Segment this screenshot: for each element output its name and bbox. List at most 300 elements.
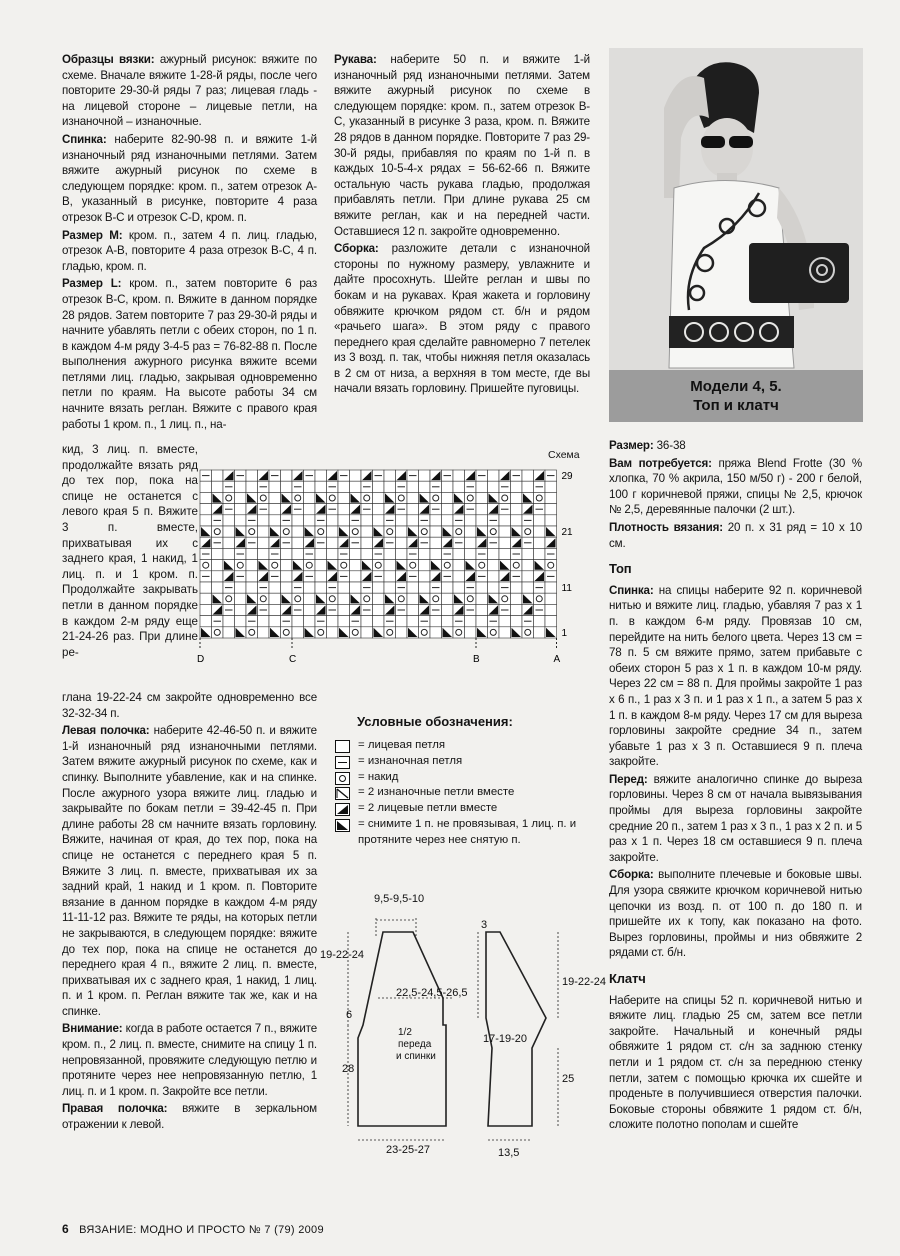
legend-item [334, 785, 584, 801]
chart-cell [396, 492, 408, 503]
chart-cell [488, 627, 500, 638]
chart-cell [499, 492, 511, 503]
chart-cell [304, 593, 316, 604]
chart-cell [522, 526, 534, 537]
schematic-mid-width: 22,5-24,5-26,5 [396, 987, 468, 999]
chart-cell [223, 537, 235, 548]
chart-cell [223, 526, 235, 537]
chart-cell [522, 470, 534, 481]
chart-cell [281, 526, 293, 537]
chart-cell [200, 515, 212, 526]
chart-cell [235, 616, 247, 627]
chart-cell [281, 548, 293, 559]
chart-cell [212, 560, 224, 571]
chart-cell [407, 560, 419, 571]
chart-cell [315, 571, 327, 582]
legend-title: Условные обозначения: [357, 714, 513, 729]
chart-cell [488, 571, 500, 582]
chart-cell [511, 582, 523, 593]
chart-cell [407, 515, 419, 526]
chart-cell [534, 515, 546, 526]
chart-cell [269, 504, 281, 515]
chart-label: Схема [548, 449, 580, 461]
chart-cell [465, 526, 477, 537]
chart-cell [350, 560, 362, 571]
chart-cell [453, 560, 465, 571]
chart-cell [545, 593, 557, 604]
chart-cell [350, 526, 362, 537]
chart-cell [292, 593, 304, 604]
chart-cell [476, 582, 488, 593]
chart-cell [258, 526, 270, 537]
chart-cell [292, 616, 304, 627]
chart-cell [488, 470, 500, 481]
knit-symbol-icon [335, 740, 350, 753]
pattern-schematic [318, 890, 618, 1160]
chart-cell [235, 582, 247, 593]
col3-top-paragraph: Спинка: на спицы наберите 92 п. коричневой нитью и вяжите лиц. гладью, убавляя 7 раз х 1 п. в каждом 6-м ряду. Провязав 10 см, перейдите на нить белого цвета. Через 13 см = 78 п. 5 см вяжите прямо, затем прибавьте с обеих сторон 5 раз х 1 п. в каждом 10-м ряду. Через 22 см = 88 п. Для проймы закройте 1 раз х 6 п., 1 раз х 3 п. и 1 раз х 1 п., а затем 5 раз х 1 п. в каждом 8-м ряду. Через 17 см для выреза горловины закройте средние 34 п., затем убавьте 1 раз х 3 п. Оставшиеся 9 п. плеча закройте. [609, 583, 862, 769]
chart-cell [384, 481, 396, 492]
column-left-wrap-text: кид, 3 лиц. п. вместе, продолжайте вязать ряд до тех пор, пока на спице не останется с левого края 5 п. Вяжите 3 п. вместе, прихватывая их с заднего края, 1 накид, 1 лиц. п. и 1 кром. п. Продолжайте закрывать петли в данном порядке в каждом 2-м ряду еще 21-24-26 раз. При длине ре- [62, 443, 198, 659]
chart-cell [522, 571, 534, 582]
chart-cell [534, 593, 546, 604]
clutch-paragraph: Наберите на спицы 52 п. коричневой нитью и вяжите лиц. гладью 25 см, затем все петли закройте. Начальный и конечный ряды обвяжите 1 рядом ст. с/н за заднюю стенку петли и 1 рядом ст. с/н за переднюю стенку петли, затем с помощью крючка их сшейте и проденьте в получившиеся отверстия палочки. Боковые стороны обвяжите 1 рядом ст. б/н, сложите полотно пополам и сшейте [609, 993, 862, 1132]
knitting-chart [196, 466, 586, 681]
schematic-sleeve-bottom: 13,5 [498, 1147, 520, 1159]
chart-cell [304, 560, 316, 571]
chart-cell [304, 616, 316, 627]
chart-cell [258, 616, 270, 627]
chart-cell [212, 470, 224, 481]
chart-cell [430, 515, 442, 526]
chart-cell [407, 504, 419, 515]
chart-cell [430, 492, 442, 503]
schematic-top-width: 9,5-9,5-10 [374, 893, 425, 905]
chart-cell [430, 526, 442, 537]
chart-cell [200, 593, 212, 604]
chart-row-label: 11 [561, 583, 572, 594]
schematic-sleeve-top: 3 [481, 919, 488, 931]
chart-cell [304, 492, 316, 503]
legend-text: = накид [358, 770, 399, 783]
chart-cell [292, 492, 304, 503]
chart-cell [465, 593, 477, 604]
chart-cell [281, 627, 293, 638]
chart-cell [223, 548, 235, 559]
col1-paragraph: Размер L: кром. п., затем повторите 6 раз отрезок B-C, кром. п. Вяжите в данном порядке 28 рядов. Затем повторите 7 раз 29-30-й ряды и начните убавлять петли с обеих сторон, по 1 п. в каждом 4-м ряду 3-4-5 раз = 76-82-88 п. После выполнения ажурного рисунка вяжите всеми петлями лиц. гладью, закрывая одновременно петли по краям. На высоте работы 34 см начните вязать реглан. Вяжите с правого края работы 1 кром. п., 1 лиц. п., на- [62, 277, 317, 431]
legend-item [334, 754, 584, 770]
chart-cell [442, 492, 454, 503]
chart-cell [304, 582, 316, 593]
chart-row-label: 1 [561, 627, 568, 639]
paragraph-heading: Образцы вязки: [62, 53, 155, 66]
chart-cell [419, 560, 431, 571]
chart-cell [442, 604, 454, 615]
chart-cell [212, 571, 224, 582]
legend-item [334, 801, 584, 817]
paragraph-heading: Размер: [609, 439, 654, 452]
chart-cell [407, 492, 419, 503]
chart-cell [430, 616, 442, 627]
schematic-six: 6 [346, 1009, 353, 1021]
paragraph-heading: Размер L: [62, 277, 122, 291]
chart-cell [499, 593, 511, 604]
col2-paragraph: Сборка: разложите детали с изнаночной стороны по нужному размеру, увлажните и дайте просохнуть. Шейте реглан и швы по бокам и на рукавах. Края жакета и горловину обвяжите крючком рядом ст. б/н и рядом «рачьего шага». В этом ряду с правого переднего края сделайте равномерно 7 петелек из 3 возд. п. так, чтобы нижняя петля оказалась в 2 см от низа, а верхняя в том месте, где вы начали вязать горловину. Пришейте пуговицы. [334, 242, 590, 396]
chart-cell [315, 627, 327, 638]
chart-cell [246, 470, 258, 481]
chart-cell [545, 492, 557, 503]
paragraph-heading: Плотность вязания: [609, 520, 723, 534]
chart-cell [258, 548, 270, 559]
chart-cell [442, 616, 454, 627]
chart-cell [246, 548, 258, 559]
chart-cell [545, 481, 557, 492]
chart-cell [246, 582, 258, 593]
chart-cell [407, 481, 419, 492]
chart-cell [476, 492, 488, 503]
chart-cell [442, 504, 454, 515]
chart-cell [384, 526, 396, 537]
chart-cell [442, 582, 454, 593]
page-number: 6 [62, 1222, 69, 1236]
page-footer [62, 1222, 324, 1236]
chart-cell [476, 560, 488, 571]
paragraph-heading: Спинка: [609, 583, 654, 597]
chart-cell [384, 627, 396, 638]
chart-cell [269, 481, 281, 492]
chart-cell [465, 492, 477, 503]
chart-cell [338, 492, 350, 503]
chart-cell [476, 504, 488, 515]
chart-cell [269, 593, 281, 604]
col3-paragraph: Плотность вязания: 20 п. х 31 ряд = 10 х 10 см. [609, 520, 862, 550]
chart-cell [223, 616, 235, 627]
column-left-continued [62, 690, 317, 1135]
col1tail-paragraph: Правая полочка: вяжите в зеркальном отражении к левой. [62, 1102, 317, 1132]
chart-cell [281, 571, 293, 582]
chart-cell [350, 571, 362, 582]
chart-cell [396, 593, 408, 604]
chart-cell [338, 560, 350, 571]
chart-cell [338, 515, 350, 526]
chart-cell [361, 537, 373, 548]
chart-cell [315, 560, 327, 571]
caption-line-1: Модели 4, 5. [690, 378, 782, 395]
chart-cell [350, 470, 362, 481]
chart-cell [419, 526, 431, 537]
chart-cell [384, 582, 396, 593]
chart-cell [396, 548, 408, 559]
chart-cell [235, 481, 247, 492]
footer-text: ВЯЗАНИЕ: МОДНО И ПРОСТО № 7 (79) 2009 [79, 1224, 324, 1236]
chart-cell [522, 548, 534, 559]
chart-cell [315, 526, 327, 537]
chart-cell [522, 481, 534, 492]
chart-cell [545, 560, 557, 571]
chart-cell [534, 627, 546, 638]
skp-symbol-icon [335, 819, 350, 832]
chart-cell [269, 560, 281, 571]
chart-cell [488, 481, 500, 492]
chart-cell [476, 616, 488, 627]
chart-segment-label: C [289, 654, 297, 665]
chart-cell [200, 492, 212, 503]
chart-cell [223, 627, 235, 638]
col1tail-paragraph: Левая полочка: наберите 42-46-50 п. и вяжите 1-й изнаночный ряд изнаночными петлями. Затем вяжите ажурный рисунок по схеме, как и спинку. Выполните убавление, как и на спинке. После ажурного узора вяжите лиц. гладью и закрывайте по бокам петли = 39-42-45 п. При длине работы 28 см начните вязать горловину. Вяжите, начиная от края, до тех пор, пока на спице не останется с переднего края 5 п. Вяжите 3 лиц. п. вместе, прихватывая их за задний край, 1 накид и 1 кром. п. Повторите вязание в данном порядке в каждом 4-м ряду 11-11-12 раз. Вяжите те ряды, на которых петли не закрываются, в следующем порядке: вяжите до тех пор, пока на спице не останется до переднего края 4 п., вяжите 2 лиц. п. вместе, прихватывая их с заднего края, 1 накид, 1 лиц. п. и 1 кром. п. Реглан вяжите так же, как и на спинке. [62, 724, 317, 1018]
chart-cell [545, 515, 557, 526]
chart-cell [511, 616, 523, 627]
chart-cell [327, 593, 339, 604]
chart-cell [212, 526, 224, 537]
chart-cell [442, 481, 454, 492]
chart-cell [338, 582, 350, 593]
column-left [62, 52, 317, 434]
chart-cell [281, 582, 293, 593]
chart-cell [373, 560, 385, 571]
chart-cell [534, 492, 546, 503]
chart-cell [384, 571, 396, 582]
chart-cell [545, 504, 557, 515]
chart-cell [534, 537, 546, 548]
schematic-label-3: и спинки [396, 1051, 436, 1062]
chart-cell [350, 481, 362, 492]
chart-cell [442, 593, 454, 604]
paragraph-heading: Рукава: [334, 53, 377, 66]
chart-cell [361, 492, 373, 503]
schematic-sleeve-len: 25 [562, 1073, 575, 1085]
chart-cell [419, 548, 431, 559]
chart-cell [465, 515, 477, 526]
chart-row-label: 29 [561, 471, 573, 482]
chart-cell [453, 470, 465, 481]
chart-cell [488, 548, 500, 559]
chart-cell [281, 470, 293, 481]
paragraph-heading: Правая полочка: [62, 1102, 168, 1116]
paragraph-heading: Левая полочка: [62, 724, 150, 738]
chart-cell [373, 604, 385, 615]
chart-cell [258, 492, 270, 503]
chart-cell [476, 515, 488, 526]
chart-cell [396, 515, 408, 526]
chart-cell [327, 627, 339, 638]
chart-cell [258, 593, 270, 604]
chart-cell [511, 492, 523, 503]
chart-cell [327, 492, 339, 503]
chart-cell [419, 470, 431, 481]
chart-cell [235, 515, 247, 526]
chart-cell [384, 560, 396, 571]
chart-cell [373, 515, 385, 526]
section-heading-top: Топ [609, 561, 632, 577]
col1-paragraph: Спинка: наберите 82-90-98 п. и вяжите 1-й изнаночный ряд изнаночными петлями. Затем вяжите ажурный рисунок по схеме в следующем порядке: кром. п., затем отрезок A-B, указанный в рисунке, повторите 4 раза отрезок B-C и отрезок C-D, кром. п. [62, 132, 317, 224]
chart-cell [430, 593, 442, 604]
chart-cell [235, 560, 247, 571]
col3-top-paragraph: Сборка: выполните плечевые и боковые швы. Для узора свяжите крючком коричневой нитью цепочки из возд. п. от 100 п. до 180 п. и пришейте их к топу, как показано на фото. Вырез горловины, проймы и низ обвяжите 2 рядами ст. б/н. [609, 868, 862, 960]
chart-cell [269, 616, 281, 627]
legend-item [334, 770, 584, 786]
chart-cell [200, 582, 212, 593]
model-photo [609, 48, 863, 422]
chart-segment-label: A [553, 654, 561, 665]
col1-paragraph: Размер M: кром. п., затем 4 п. лиц. гладью, отрезок A-B, повторите 4 раза отрезок B-C, 4 п. гладью, кром. п. [62, 228, 317, 273]
chart-cell [545, 616, 557, 627]
chart-cell [327, 526, 339, 537]
schematic-sleeve-height: 19-22-24 [562, 976, 607, 988]
chart-cell [304, 604, 316, 615]
chart-cell [407, 616, 419, 627]
col2-paragraph: Рукава: наберите 50 п. и вяжите 1-й изнаночный ряд изнаночными петлями. Затем вяжите ажурный рисунок по схеме в следующем порядке: кром. п., затем отрезок B-C, указанный в рисунке 3 раза, кром. п. Вяжите 28 рядов в данном порядке. Повторите 7 раз 29-30-й ряды, прибавляя по краям по 1-й п. в каждых 10-5-4-х рядах = 56-62-66 п. Вяжите остальную часть рукава гладью, продолжая прибавлять петли. При длине рукава 25 см вяжите реглан, как и на передней части. Оставшиеся 12 п. закройте одновременно. [334, 53, 590, 238]
chart-cell [235, 593, 247, 604]
chart-cell [235, 492, 247, 503]
chart-cell [453, 526, 465, 537]
chart-cell [511, 604, 523, 615]
col3-top-paragraph: Перед: вяжите аналогично спинке до выреза горловины. Через 8 см от начала вывязывания проймы для выреза горловины закройте средние 20 п., затем 1 раз х 3 п., 1 раз х 2 п. и 5 раз х 1 п. Через 18 см оставшиеся 9 п. плеча закройте. [609, 772, 862, 864]
chart-cell [200, 604, 212, 615]
paragraph-heading: Сборка: [609, 868, 654, 882]
chart-cell [407, 593, 419, 604]
chart-cell [373, 593, 385, 604]
schematic-bottom-height: 28 [342, 1063, 355, 1075]
chart-cell [246, 481, 258, 492]
k2tog-symbol-icon [335, 803, 350, 816]
paragraph-heading: Перед: [609, 772, 648, 786]
chart-cell [292, 526, 304, 537]
chart-cell [522, 582, 534, 593]
chart-cell [258, 537, 270, 548]
chart-cell [488, 582, 500, 593]
chart-segment-label: B [473, 654, 480, 665]
chart-cell [350, 627, 362, 638]
chart-cell [396, 616, 408, 627]
photo-caption [609, 370, 863, 422]
chart-cell [361, 616, 373, 627]
chart-cell [315, 548, 327, 559]
chart-cell [223, 593, 235, 604]
chart-cell [534, 616, 546, 627]
chart-cell [488, 560, 500, 571]
chart-cell [292, 515, 304, 526]
chart-cell [499, 526, 511, 537]
paragraph-heading: Внимание: [62, 1022, 123, 1036]
paragraph-heading: Спинка: [62, 132, 107, 146]
legend-text: = 2 лицевые петли вместе [358, 802, 498, 815]
chart-cell [246, 571, 258, 582]
chart-cell [373, 582, 385, 593]
chart-cell [522, 627, 534, 638]
chart-cell [292, 548, 304, 559]
chart-cell [338, 593, 350, 604]
chart-cell [442, 515, 454, 526]
chart-cell [281, 481, 293, 492]
chart-cell [499, 515, 511, 526]
yo-symbol-icon [335, 772, 350, 785]
section-heading-clutch: Клатч [609, 971, 646, 986]
chart-cell [258, 515, 270, 526]
column-right [609, 438, 862, 1135]
chart-cell [350, 582, 362, 593]
chart-cell [407, 582, 419, 593]
chart-cell [200, 504, 212, 515]
chart-cell [511, 593, 523, 604]
chart-cell [373, 492, 385, 503]
chart-cell [373, 504, 385, 515]
chart-cell [465, 537, 477, 548]
chart-cell [522, 560, 534, 571]
schematic-label-2: переда [398, 1039, 432, 1050]
chart-cell [315, 481, 327, 492]
chart-cell [511, 481, 523, 492]
chart-cell [465, 616, 477, 627]
chart-cell [246, 560, 258, 571]
chart-cell [246, 526, 258, 537]
chart-cell [373, 616, 385, 627]
chart-cell [499, 616, 511, 627]
chart-cell [304, 481, 316, 492]
chart-cell [361, 548, 373, 559]
chart-cell [453, 548, 465, 559]
col1-paragraph: Образцы вязки: ажурный рисунок: вяжите по схеме. Вначале вяжите 1-28-й ряды, после чего повторите 29-30-й ряды 7 раз; лицевая гладь - на лицевой стороне – лицевые петли, на изнаночной – изнаночные. [62, 53, 317, 129]
paragraph-heading: Сборка: [334, 242, 379, 256]
legend [334, 738, 584, 849]
chart-cell [373, 481, 385, 492]
chart-cell [212, 548, 224, 559]
col3-paragraph: Размер: 36-38 [609, 439, 686, 452]
chart-cell [384, 548, 396, 559]
chart-cell [327, 616, 339, 627]
paragraph-heading: Размер M: [62, 228, 123, 242]
chart-cell [419, 481, 431, 492]
chart-cell [304, 504, 316, 515]
chart-cell [419, 582, 431, 593]
chart-cell [453, 582, 465, 593]
chart-cell [511, 560, 523, 571]
chart-cell [361, 593, 373, 604]
legend-text: = изнаночная петля [358, 754, 463, 767]
chart-cell [511, 515, 523, 526]
chart-cell [315, 582, 327, 593]
chart-cell [407, 604, 419, 615]
chart-cell [292, 627, 304, 638]
chart-cell [246, 627, 258, 638]
chart-cell [350, 548, 362, 559]
chart-cell [361, 627, 373, 638]
chart-cell [545, 604, 557, 615]
chart-cell [338, 504, 350, 515]
chart-cell [499, 537, 511, 548]
col1tail-paragraph: глана 19-22-24 см закройте одновременно все 32-32-34 п. [62, 691, 317, 720]
chart-cell [327, 537, 339, 548]
legend-text: = снимите 1 п. не провязывая, 1 лиц. п. и протяните через нее снятую п. [358, 817, 577, 846]
chart-cell [442, 560, 454, 571]
chart-cell [338, 616, 350, 627]
chart-cell [430, 548, 442, 559]
chart-cell [315, 470, 327, 481]
chart-cell [476, 604, 488, 615]
chart-cell [200, 616, 212, 627]
chart-cell [338, 604, 350, 615]
schematic-bottom-width: 23-25-27 [386, 1144, 431, 1156]
chart-cell [223, 515, 235, 526]
chart-row-label: 21 [561, 527, 573, 538]
chart-cell [499, 627, 511, 638]
chart-cell [235, 504, 247, 515]
schematic-sleeve-mid: 17-19-20 [483, 1033, 528, 1045]
chart-cell [476, 593, 488, 604]
chart-cell [292, 537, 304, 548]
chart-cell [361, 515, 373, 526]
chart-cell [212, 582, 224, 593]
caption-line-2: Топ и клатч [693, 397, 779, 414]
